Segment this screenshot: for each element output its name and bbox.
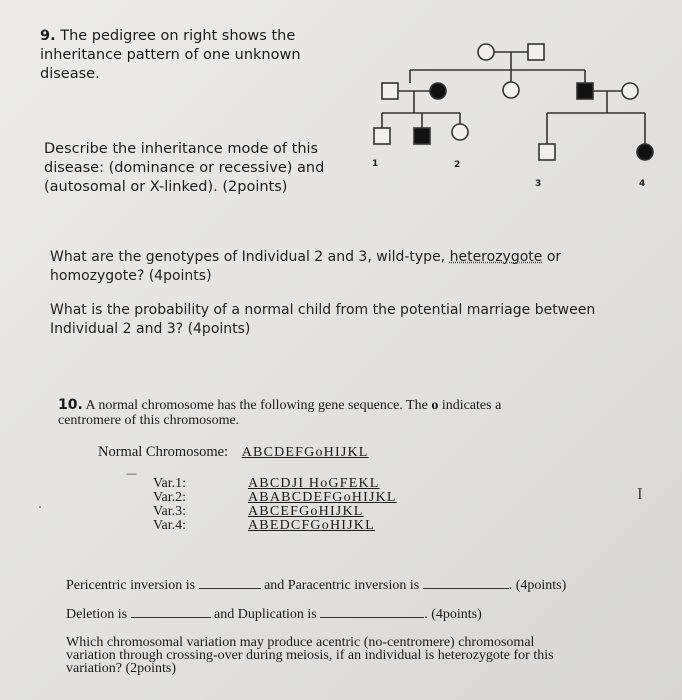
- stray-mark: [39, 506, 41, 508]
- duplication-blank[interactable]: [320, 607, 424, 618]
- q10-intro-line-2: centromere of this chromosome.: [58, 413, 240, 428]
- q9-describe-line-2: disease: (dominance or recessive) and: [44, 160, 325, 176]
- pedigree-gen2-female-spouse: [622, 83, 638, 99]
- text-cursor-icon: I: [637, 484, 643, 503]
- deletion-row: [66, 607, 482, 623]
- inversion-row: [66, 578, 566, 594]
- q9-describe: [44, 140, 324, 197]
- variant-seq-1: ABCDJI HoGFEKL: [248, 476, 380, 491]
- acentric-question: [66, 636, 554, 675]
- q9-genotypes-line-2: homozygote? (4points): [50, 268, 212, 284]
- variant-labels: [153, 477, 186, 533]
- pedigree-gen2-female: [503, 82, 519, 98]
- pedigree-diagram: [370, 30, 670, 200]
- q9-probability-line-1: What is the probability of a normal child from the potential marriage between: [50, 302, 596, 318]
- inversion-points: . (4points): [508, 578, 567, 593]
- q9-genotypes: [50, 248, 561, 286]
- q9-genotypes-post: or: [542, 249, 562, 265]
- variant-label-2: Var.2:: [153, 490, 187, 505]
- variant-seq-4: ABEDCFGoHIJKL: [248, 518, 375, 533]
- q9-probability-line-2: Individual 2 and 3? (4points): [50, 321, 251, 337]
- variant-sequences: [248, 477, 397, 533]
- q10-intro: [58, 398, 501, 428]
- deletion-points: . (4points): [424, 607, 482, 622]
- pericentric-label: Pericentric inversion is: [66, 578, 196, 593]
- pedigree-gen3-female-affected-4: [637, 144, 653, 160]
- duplication-label: and Duplication is: [214, 607, 317, 622]
- pericentric-blank[interactable]: [199, 578, 261, 589]
- q9-heterozygote-word: heterozygote: [449, 249, 543, 265]
- acentric-line-1: Which chromosomal variation may produce acentric (no-centromere) chromosomal: [66, 635, 535, 650]
- pedigree-gen2-male-affected: [577, 83, 593, 99]
- pedigree-gen3-female-2: [452, 124, 468, 140]
- q9-number: 9.: [40, 28, 56, 44]
- q9-genotypes-pre: What are the genotypes of Individual 2 and 3, wild-type,: [50, 249, 450, 265]
- normal-chromosome-label: Normal Chromosome:: [98, 444, 229, 460]
- q9-probability: [50, 301, 595, 339]
- paracentric-blank[interactable]: [423, 578, 509, 589]
- pedigree-label-2: 2: [454, 160, 461, 170]
- q9-describe-line-1: Describe the inheritance mode of this: [44, 141, 319, 157]
- q10-intro-line-1-end: indicates a: [438, 398, 502, 413]
- pedigree-gen2-male-1: [382, 83, 398, 99]
- q9-intro-line-1: The pedigree on right shows the: [60, 28, 296, 44]
- pedigree-gen1-female: [478, 44, 494, 60]
- q10-centromere-symbol: o: [431, 398, 439, 413]
- dash-mark: —: [126, 467, 137, 480]
- deletion-blank[interactable]: [131, 607, 211, 618]
- q10-intro-line-1: A normal chromosome has the following gene sequence. The: [82, 398, 432, 413]
- variant-seq-3: ABCEFGoHIJKL: [248, 504, 364, 519]
- q9-describe-line-3: (autosomal or X-linked). (2points): [44, 179, 288, 195]
- normal-chromosome-row: [98, 444, 369, 461]
- deletion-label: Deletion is: [66, 607, 128, 622]
- pedigree-gen1-male: [528, 44, 544, 60]
- pedigree-label-3: 3: [535, 179, 542, 189]
- q9-intro-line-2: inheritance pattern of one unknown: [40, 47, 301, 63]
- q9-intro: [40, 27, 301, 84]
- q10-number: 10.: [58, 397, 83, 413]
- pedigree-gen3-male-3: [539, 144, 555, 160]
- pedigree-gen3-male-1: [374, 128, 390, 144]
- variant-label-1: Var.1:: [153, 476, 187, 491]
- variant-label-4: Var.4:: [153, 518, 187, 533]
- pedigree-gen3-male-affected: [414, 128, 430, 144]
- q9-intro-line-3: disease.: [40, 66, 100, 82]
- paracentric-label: and Paracentric inversion is: [264, 578, 420, 593]
- pedigree-label-1: 1: [372, 159, 379, 169]
- acentric-line-3: variation? (2points): [66, 661, 177, 676]
- acentric-line-2: variation through crossing-over during meiosis, if an individual is heterozygote for this: [66, 648, 554, 663]
- pedigree-label-4: 4: [639, 179, 646, 189]
- variant-seq-2: ABABCDEFGoHIJKL: [248, 490, 397, 505]
- pedigree-gen2-female-affected: [430, 83, 446, 99]
- variant-label-3: Var.3:: [153, 504, 187, 519]
- normal-chromosome-seq: ABCDEFGoHIJKL: [241, 445, 369, 460]
